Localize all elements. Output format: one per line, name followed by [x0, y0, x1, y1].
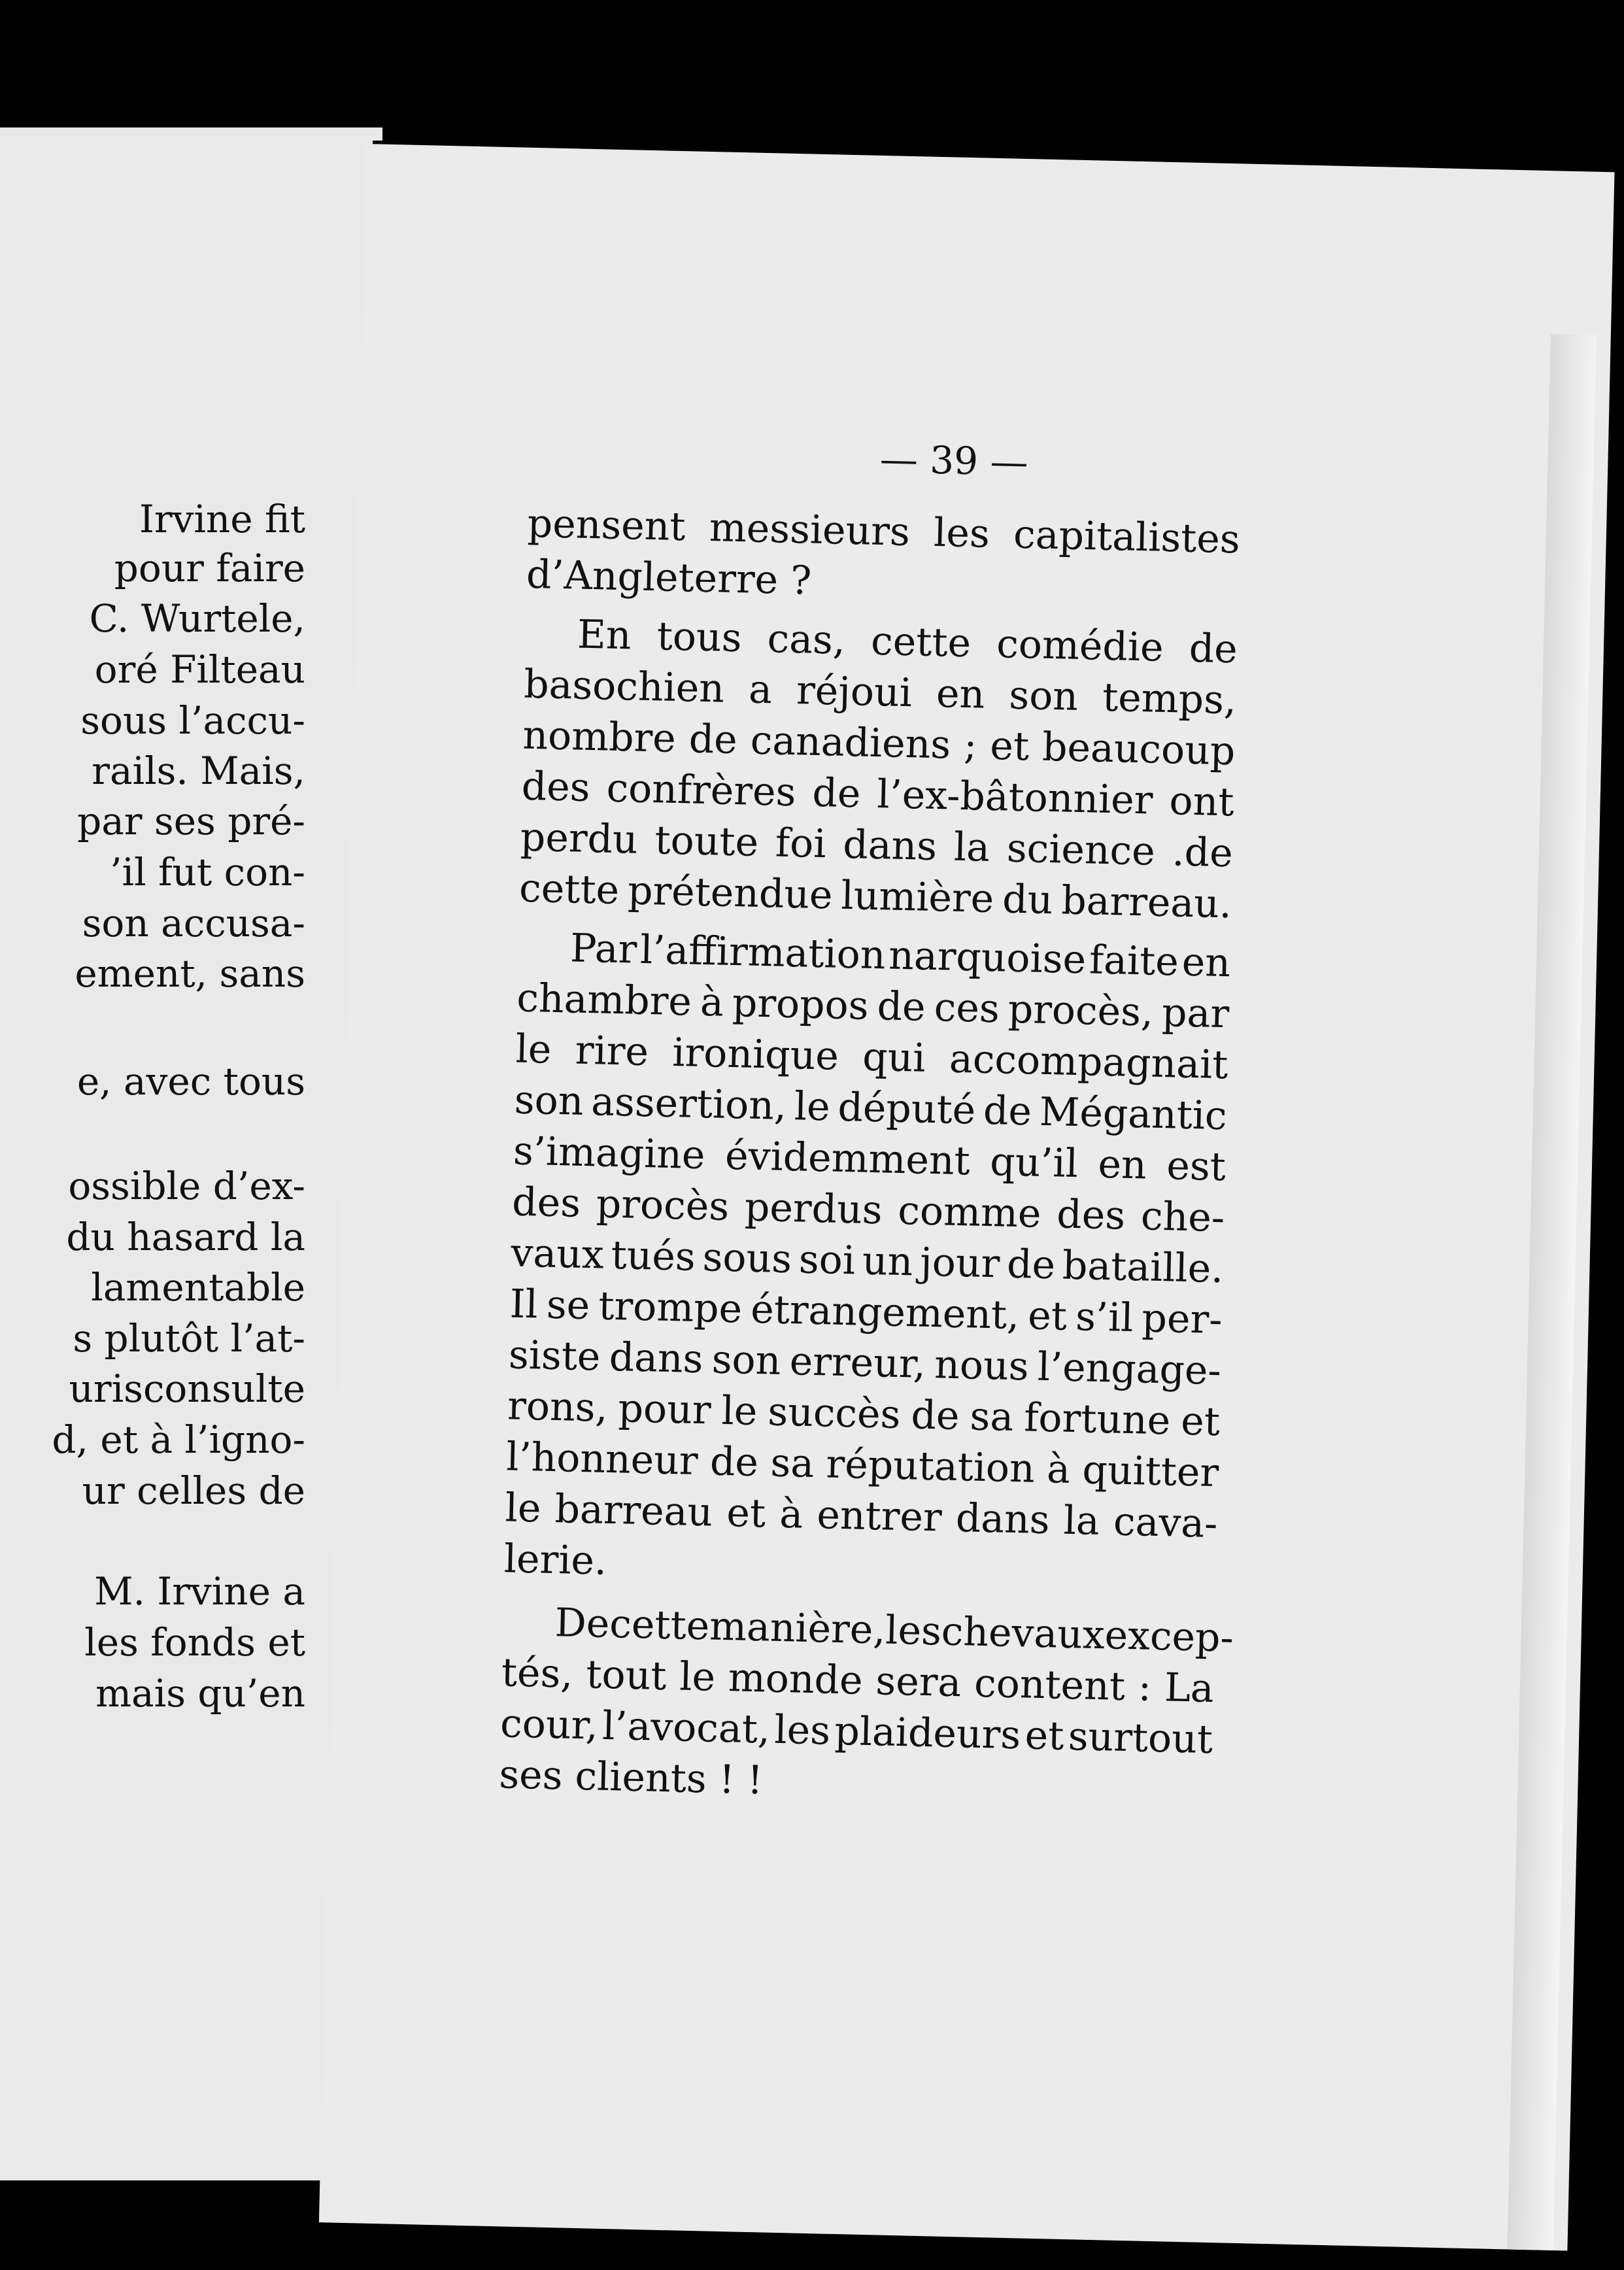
- word: comédie: [996, 621, 1164, 671]
- previous-page-line: M. Irvine a: [94, 1569, 305, 1614]
- word: et: [1024, 1712, 1065, 1759]
- word: propos: [732, 980, 870, 1029]
- word: faite: [1089, 937, 1179, 985]
- word: manière,: [709, 1603, 887, 1653]
- previous-page-line: ur celles de: [82, 1468, 305, 1513]
- body-line: [511, 1179, 1225, 1242]
- word: la: [953, 824, 990, 871]
- word: ces: [934, 985, 1000, 1032]
- word: narquoise: [888, 932, 1087, 983]
- word: les: [773, 1706, 831, 1754]
- word: accompagnait: [949, 1036, 1229, 1089]
- word: siste: [508, 1332, 601, 1380]
- word: sa: [969, 1393, 1014, 1440]
- word: et: [726, 1490, 766, 1537]
- current-page: [319, 144, 1615, 2251]
- body-line: [515, 1026, 1229, 1089]
- word: dans: [609, 1334, 704, 1383]
- word: rire: [575, 1027, 649, 1076]
- word: capitalistes: [1013, 511, 1241, 563]
- word: pour: [617, 1385, 712, 1434]
- word: le: [504, 1485, 542, 1532]
- word: le: [720, 1387, 758, 1435]
- word: surtout: [1068, 1713, 1213, 1763]
- word: de: [709, 1438, 759, 1486]
- word: la: [1063, 1497, 1100, 1544]
- word: rons,: [507, 1383, 609, 1431]
- page-number: — 39 —: [879, 436, 1029, 485]
- body-line: [520, 763, 1235, 826]
- word: procès,: [1007, 986, 1154, 1036]
- word: de: [876, 983, 926, 1030]
- word: des: [511, 1179, 581, 1227]
- word: tés,: [501, 1650, 574, 1697]
- word: soi: [798, 1236, 856, 1284]
- previous-page-line: lamentable: [91, 1265, 305, 1310]
- body-line: [502, 1600, 1234, 1661]
- word: ont: [1168, 778, 1235, 826]
- word: à: [700, 979, 724, 1026]
- word: en: [1181, 939, 1231, 987]
- word: tout: [585, 1652, 668, 1700]
- word: de: [1006, 1241, 1056, 1289]
- word: jour: [919, 1239, 1001, 1287]
- word: cette: [518, 865, 620, 914]
- word: son: [711, 1336, 782, 1384]
- body-line: ses clients ! !: [498, 1752, 764, 1804]
- word: cette: [609, 1601, 710, 1650]
- word: excep-: [1104, 1612, 1234, 1661]
- body-line: lerie.: [503, 1536, 607, 1584]
- previous-page-line: par ses pré-: [77, 799, 305, 843]
- word: :: [1138, 1664, 1152, 1710]
- word: cas,: [766, 616, 846, 664]
- word: de: [1189, 625, 1238, 673]
- body-line: [510, 1230, 1225, 1293]
- word: l’avocat,: [601, 1702, 771, 1753]
- word: succès: [767, 1389, 902, 1438]
- word: évidemment: [724, 1132, 971, 1185]
- word: ironique: [671, 1029, 839, 1079]
- word: perdu: [520, 814, 639, 863]
- previous-page-line: oré Filteau: [94, 647, 305, 692]
- previous-page-line: ’il fut con-: [110, 850, 305, 894]
- word: député: [837, 1084, 976, 1134]
- word: le: [679, 1653, 716, 1701]
- word: confrères: [605, 765, 797, 816]
- word: Par: [569, 925, 638, 973]
- word: s’il: [1075, 1294, 1134, 1342]
- word: se: [546, 1281, 590, 1329]
- previous-page-line: C. Wurtele,: [89, 596, 305, 641]
- word: nous: [934, 1342, 1030, 1390]
- previous-page-line: les fonds et: [84, 1620, 305, 1665]
- word: les: [933, 509, 990, 557]
- word: fortune: [1023, 1395, 1171, 1444]
- word: son: [1008, 672, 1079, 720]
- word: à: [1046, 1446, 1071, 1493]
- word: le: [794, 1083, 831, 1130]
- word: sera: [875, 1658, 962, 1706]
- word: chambre: [516, 975, 692, 1025]
- word: l’ex-bâtonnier: [876, 771, 1154, 824]
- previous-page-line: ement, sans: [75, 951, 305, 996]
- body-line: [507, 1383, 1221, 1446]
- word: l’affirmation: [639, 926, 887, 979]
- word: est: [1166, 1143, 1226, 1191]
- word: dans: [842, 821, 938, 870]
- body-line: [518, 925, 1231, 987]
- word: cette: [870, 618, 972, 667]
- previous-page-line: rails. Mais,: [92, 749, 305, 793]
- body-line: [513, 1128, 1226, 1191]
- word: che-: [1140, 1193, 1225, 1242]
- word: procès: [596, 1181, 730, 1230]
- word: comme: [897, 1187, 1042, 1237]
- body-line: [508, 1332, 1222, 1395]
- word: messieurs: [709, 505, 911, 556]
- word: per-: [1141, 1295, 1223, 1344]
- word: foi: [775, 820, 827, 868]
- word: des: [520, 763, 591, 811]
- previous-page-line: son accusa-: [82, 901, 305, 945]
- word: sous: [702, 1234, 792, 1283]
- word: des: [1056, 1191, 1126, 1239]
- body-line: [518, 865, 1232, 928]
- word: plaideurs: [834, 1708, 1021, 1759]
- word: La: [1164, 1665, 1215, 1712]
- previous-page-line: du hasard la: [66, 1215, 305, 1259]
- word: l’honneur: [505, 1434, 699, 1485]
- word: en: [936, 671, 986, 718]
- word: tous: [656, 613, 743, 662]
- word: qui: [862, 1034, 926, 1081]
- word: les: [885, 1607, 942, 1655]
- word: s’imagine: [513, 1128, 706, 1179]
- word: à: [779, 1491, 804, 1538]
- word: par: [1161, 989, 1230, 1038]
- body-line: [516, 975, 1230, 1038]
- word: ;: [963, 722, 978, 769]
- word: trompe: [598, 1283, 743, 1332]
- word: chevaux: [941, 1608, 1106, 1659]
- body-line: [509, 1281, 1223, 1344]
- body-line: [514, 1077, 1228, 1140]
- word: De: [554, 1600, 611, 1648]
- word: En: [577, 611, 632, 659]
- body-line: d’Angleterre ?: [526, 551, 813, 604]
- previous-page: [0, 127, 382, 2180]
- word: tués: [610, 1232, 696, 1280]
- word: toute: [654, 817, 759, 866]
- page-body: [498, 500, 1241, 1804]
- word: erreur,: [789, 1338, 926, 1387]
- word: de: [811, 770, 862, 817]
- word: son: [514, 1077, 584, 1125]
- body-line: [527, 500, 1241, 563]
- body-line: [499, 1701, 1213, 1763]
- word: .de: [1171, 829, 1234, 877]
- previous-page-line: e, avec tous: [76, 1059, 305, 1104]
- word: et: [989, 722, 1030, 770]
- word: barreau: [554, 1486, 713, 1536]
- word: Mégantic: [1039, 1089, 1228, 1140]
- page-edge: [1503, 334, 1597, 2250]
- previous-page-line: mais qu’en: [95, 1671, 305, 1716]
- previous-page-line: pour faire: [114, 546, 305, 590]
- body-line: [520, 814, 1234, 877]
- word: entrer: [816, 1492, 943, 1541]
- word: réjoui: [796, 668, 913, 717]
- word: sa: [770, 1440, 815, 1487]
- word: monde: [728, 1655, 864, 1704]
- word: réputation: [825, 1441, 1036, 1492]
- word: prétendue: [627, 868, 834, 919]
- word: qu’il: [989, 1139, 1079, 1187]
- previous-page-line: Irvine fit: [139, 497, 305, 541]
- body-line: [505, 1434, 1219, 1497]
- word: le: [515, 1026, 552, 1073]
- word: basochien: [523, 661, 725, 712]
- body-line: [504, 1485, 1219, 1548]
- word: quitter: [1081, 1447, 1219, 1497]
- previous-page-line: sous l’accu-: [80, 698, 305, 743]
- previous-page-line: d, et à l’igno-: [52, 1417, 305, 1462]
- body-line: [501, 1650, 1215, 1712]
- previous-page-line: s plutôt l’at-: [73, 1316, 305, 1361]
- word: beaucoup: [1041, 724, 1236, 775]
- word: pensent: [527, 500, 686, 551]
- word: temps,: [1102, 674, 1237, 724]
- word: bataille.: [1062, 1242, 1225, 1293]
- word: cour,: [499, 1701, 599, 1749]
- word: vaux: [510, 1230, 605, 1278]
- word: cava-: [1113, 1499, 1219, 1548]
- word: et: [1180, 1398, 1221, 1446]
- previous-page-line: urisconsulte: [69, 1366, 305, 1411]
- word: l’engage-: [1037, 1344, 1222, 1395]
- word: nombre: [522, 712, 677, 762]
- word: dans: [955, 1495, 1051, 1544]
- word: lumière: [840, 872, 994, 923]
- word: Il: [509, 1281, 539, 1328]
- previous-page-line: ossible d’ex-: [68, 1164, 305, 1208]
- word: perdus: [744, 1184, 883, 1234]
- body-line: [523, 661, 1237, 724]
- word: de: [688, 716, 738, 764]
- word: a: [748, 666, 773, 713]
- word: en: [1097, 1141, 1147, 1189]
- word: canadiens: [750, 717, 951, 768]
- word: content: [973, 1660, 1126, 1710]
- word: assertion,: [590, 1079, 787, 1129]
- word: étrangement,: [750, 1286, 1020, 1339]
- word: de: [983, 1087, 1032, 1135]
- word: barreau.: [1060, 877, 1232, 928]
- body-line: [522, 712, 1236, 775]
- word: du: [1002, 876, 1054, 924]
- word: un: [862, 1238, 914, 1285]
- body-line: [524, 611, 1238, 673]
- word: et: [1027, 1293, 1068, 1340]
- word: de: [910, 1392, 960, 1440]
- word: science: [1006, 825, 1156, 875]
